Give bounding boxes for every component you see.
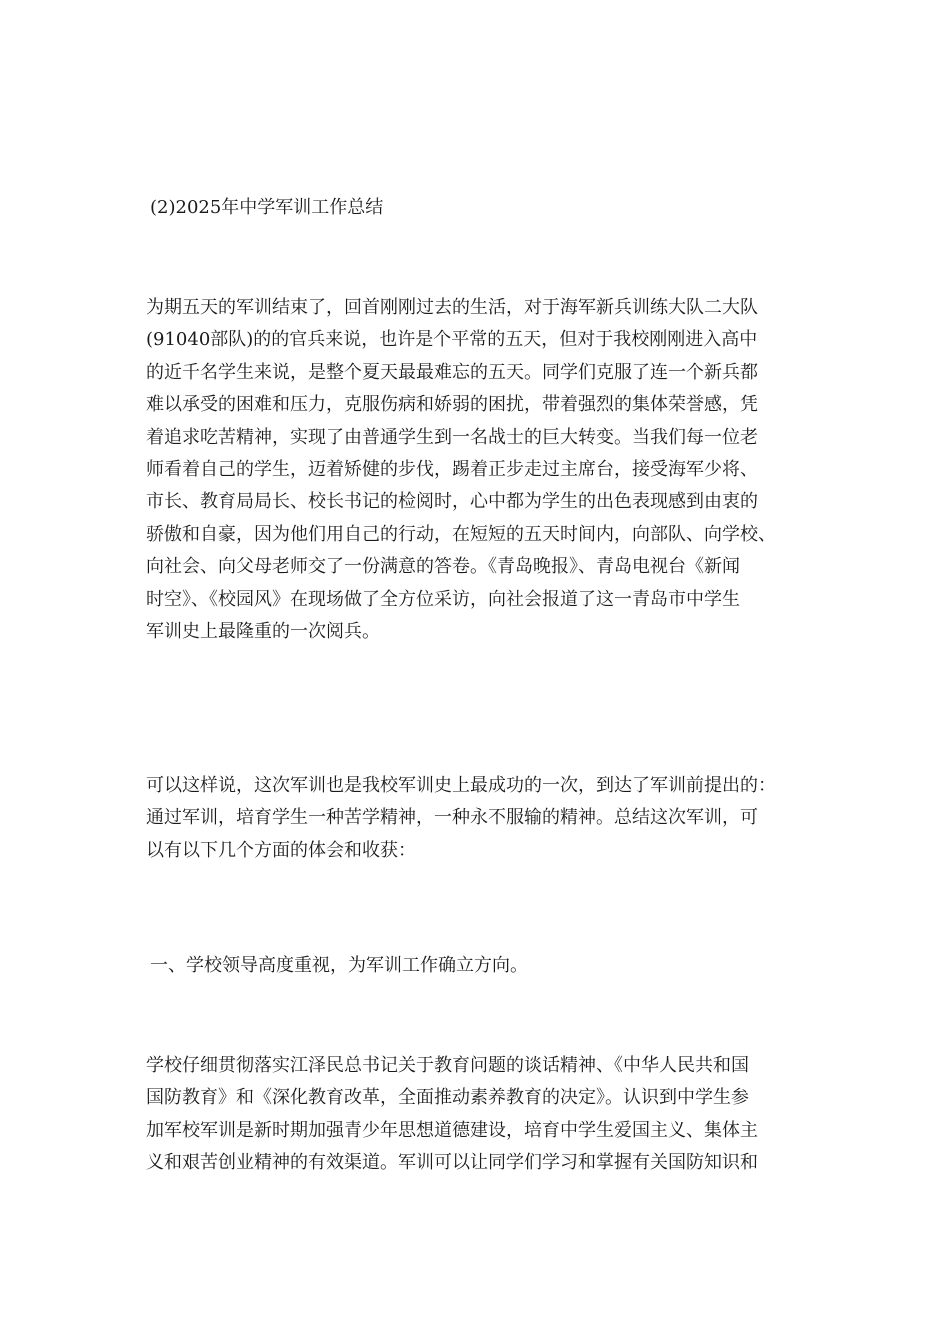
paragraph-line: 骄傲和自豪，因为他们用自己的行动，在短短的五天时间内，向部队、向学校、 [146, 523, 776, 545]
paragraph-line: 时空》、《校园风》在现场做了全方位采访，向社会报道了这一青岛市中学生 [146, 588, 740, 610]
paragraph-line: 向社会、向父母老师交了一份满意的答卷。《青岛晚报》、青岛电视台《新闻 [146, 556, 740, 578]
paragraph-line: 市长、教育局局长、校长书记的检阅时，心中都为学生的出色表现感到由衷的 [146, 491, 758, 513]
paragraph-line: 以有以下几个方面的体会和收获： [146, 839, 416, 861]
paragraph-line: 军训史上最隆重的一次阅兵。 [146, 621, 380, 643]
paragraph-line: 学校仔细贯彻落实江泽民总书记关于教育问题的谈话精神、《中华人民共和国 [146, 1055, 749, 1076]
paragraph-line: 为期五天的军训结束了，回首刚刚过去的生活，对于海军新兵训练大队二大队 [146, 297, 758, 318]
paragraph-line: 通过军训，培育学生一种苦学精神，一种永不服输的精神。总结这次军训，可 [146, 807, 758, 829]
section-heading: 一、学校领导高度重视，为军训工作确立方向。 [150, 955, 528, 976]
paragraph-line: 师看着自己的学生，迈着矫健的步伐，踢着正步走过主席台，接受海军少将、 [146, 459, 758, 481]
paragraph-line: 义和艰苦创业精神的有效渠道。军训可以让同学们学习和掌握有关国防知识和 [146, 1152, 758, 1174]
paragraph-line: 着追求吃苦精神，实现了由普通学生到一名战士的巨大转变。当我们每一位老 [146, 426, 758, 448]
paragraph-line: 国防教育》和《深化教育改革，全面推动素养教育的决定》。认识到中学生参 [146, 1087, 749, 1109]
document-title: (2)2025年中学军训工作总结 [150, 197, 384, 218]
paragraph-line: (91040部队)的的官兵来说，也许是个平常的五天，但对于我校刚刚进入高中 [146, 329, 758, 351]
paragraph-2 [146, 770, 826, 867]
paragraph-line: 可以这样说，这次军训也是我校军训史上最成功的一次，到达了军训前提出的： [146, 775, 776, 796]
paragraph-line: 的近千名学生来说，是整个夏天最最难忘的五天。同学们克服了连一个新兵都 [146, 361, 758, 383]
paragraph-line: 加军校军训是新时期加强青少年思想道德建设，培育中学生爱国主义、集体主 [146, 1119, 758, 1141]
paragraph-1 [146, 292, 826, 648]
paragraph-3 [146, 1050, 826, 1180]
paragraph-line: 难以承受的困难和压力，克服伤病和娇弱的困扰，带着强烈的集体荣誉感，凭 [146, 394, 758, 416]
